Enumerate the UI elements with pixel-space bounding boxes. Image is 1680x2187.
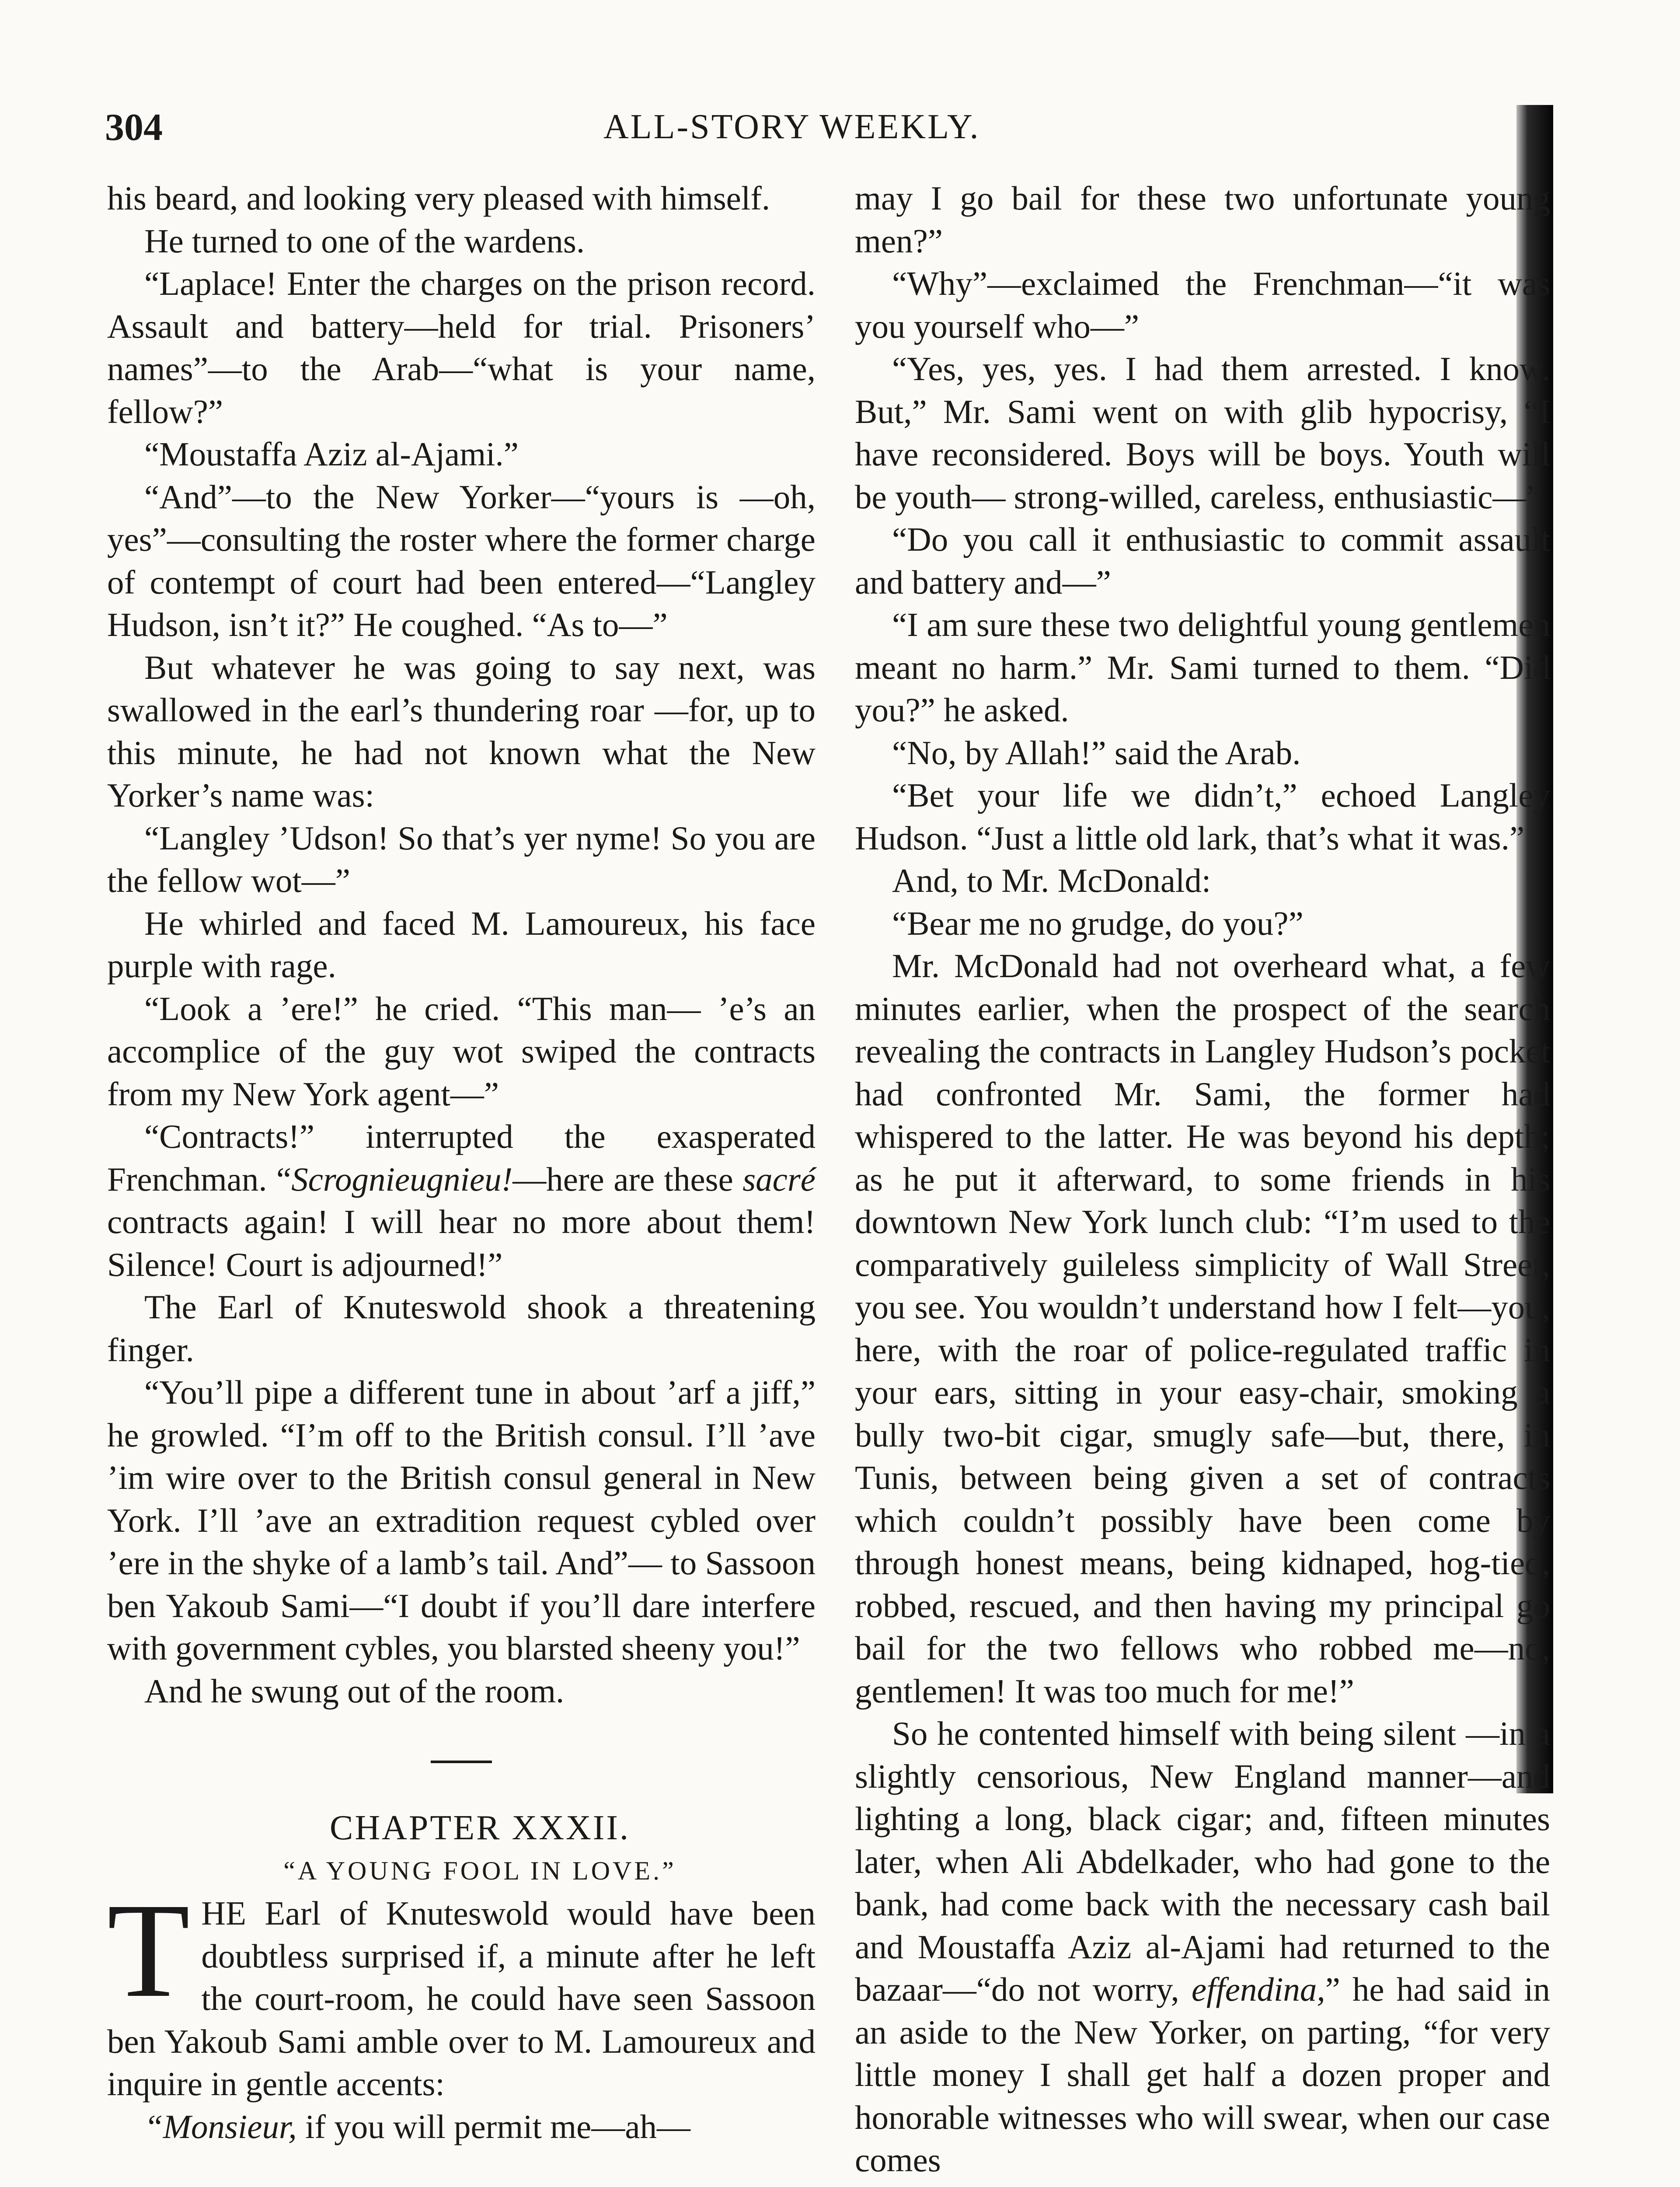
text-run: HE Earl of Knuteswold would have been doubtless surprised if, a minute after he left the court-room, he could have seen Sassoon ben Yakoub Sami amble over to M. Lamoureux and inquire in gentle accents: — [107, 1894, 816, 2103]
paragraph — [107, 1115, 816, 1286]
running-head: ALL-STORY WEEKLY. — [603, 108, 980, 146]
text-run: So he contented himself with being silent —in a slightly censorious, New England manner—and lighting a long, black cigar; and, fifteen minutes later, when Ali Abdelkader, who had gone to the bank, had come back with the necessary cash bail and Moustaffa Aziz al-Ajami had returned to the bazaar—“do not worry, — [855, 1715, 1550, 2008]
chapter-title: CHAPTER XXXII. — [329, 1809, 631, 1847]
paragraph: may I go bail for these two unfortunate young men?” — [855, 179, 1550, 260]
paragraph — [855, 1712, 1550, 2182]
paragraph: “I am sure these two delightful young gentlemen meant no harm.” Mr. Sami turned to them. “Did you?” he asked. — [855, 606, 1550, 729]
paragraph: “Bet your life we didn’t,” echoed Langley Hudson. “Just a little old lark, that’s what it was.” — [855, 776, 1550, 857]
paragraph: He whirled and faced M. Lamoureux, his face purple with rage. — [107, 904, 816, 985]
paragraph: “Bear me no grudge, do you?” — [892, 904, 1304, 942]
section-rule — [431, 1761, 492, 1763]
paragraph: “Do you call it enthusiastic to commit assault and battery and—” — [855, 521, 1550, 601]
paragraph: “Langley ’Udson! So that’s yer nyme! So you are the fellow wot—” — [107, 819, 816, 899]
italic-text: “Monsieur, — [144, 2107, 297, 2145]
paragraph: “No, by Allah!” said the Arab. — [892, 734, 1301, 772]
paragraph: And he swung out of the room. — [144, 1672, 565, 1710]
paragraph: He turned to one of the wardens. — [144, 222, 585, 260]
left-column — [107, 177, 816, 2148]
paragraph: “Look a ’ere!” he cried. “This man— ’e’s an accomplice of the guy wot swiped the contracts from my New York agent—” — [107, 989, 816, 1113]
paragraph: “Laplace! Enter the charges on the prison record. Assault and battery—held for trial. Prisoners’ names”—to the Arab—“what is your name, fellow?” — [107, 265, 816, 430]
text-run: “Contracts!” interrupted the exasperated Frenchman. “ — [107, 1118, 816, 1198]
paragraph: And, to Mr. McDonald: — [892, 862, 1211, 899]
text-run: ” he had said in an aside to the New Yorker, on parting, “for very little money I shall get half a dozen proper and honorable witnesses who will swear, when our case comes — [855, 1970, 1550, 2179]
chapter-subtitle: “A YOUNG FOOL IN LOVE.” — [283, 1856, 676, 1885]
paragraph: “You’ll pipe a different tune in about ’arf a jiff,” he growled. “I’m off to the British consul. I’ll ’ave ’im wire over to the British consul general in New York. I’ll ’ave an extradition request cybled over ’ere in the shyke of a lamb’s tail. And”— to Sassoon ben Yakoub Sami—“I doubt if you’ll dare interfere with government cybles, you blarsted sheeny you!” — [107, 1373, 816, 1667]
text-run: contracts again! I will hear no more about them! Silence! Court is adjourned!” — [107, 1203, 816, 1283]
paragraph — [107, 2106, 816, 2149]
paragraph: his beard, and looking very pleased with himself. — [107, 179, 770, 217]
paragraph: The Earl of Knuteswold shook a threatening finger. — [107, 1288, 816, 1369]
italic-text: effendina, — [1191, 1970, 1325, 2008]
italic-text: Scrognieugnieu! — [291, 1160, 513, 1198]
paragraph: “Moustaffa Aziz al-Ajami.” — [144, 435, 519, 473]
text-run: —here are these — [512, 1160, 743, 1198]
paragraph: “Yes, yes, yes. I had them arrested. I know. But,” Mr. Sami went on with glib hypocrisy, “I have reconsidered. Boys will be boys. Youth will be youth— strong-willed, careless, enthusiastic—” — [855, 350, 1550, 516]
paragraph: But whatever he was going to say next, was swallowed in the earl’s thundering roar —for, up to this minute, he had not known what the New Yorker’s name was: — [107, 648, 816, 814]
text-run: if you will permit me—ah— — [296, 2107, 691, 2145]
chapter-opening-paragraph — [107, 1876, 816, 2106]
italic-text: sacré — [742, 1160, 816, 1198]
paragraph: “Why”—exclaimed the Frenchman—“it was you yourself who—” — [855, 265, 1550, 345]
page-number: 304 — [105, 106, 163, 149]
right-column — [855, 177, 1550, 2182]
paragraph: “And”—to the New Yorker—“yours is —oh, yes”—consulting the roster where the former charge of contempt of court had been entered—“Langley Hudson, isn’t it?” He coughed. “As to—” — [107, 478, 816, 643]
drop-cap: T — [107, 1876, 190, 2026]
paragraph: Mr. McDonald had not overheard what, a few minutes earlier, when the prospect of the search revealing the contracts in Langley Hudson’s pocket had confronted Mr. Sami, the former had whispered to the latter. He was beyond his depth; as he put it afterward, to some friends in his downtown New York lunch club: “I’m used to the comparatively guileless simplicity of Wall Street, you see. You wouldn’t understand how I felt—you, here, with the roar of police-regulated traffic in your ears, sitting in your easy-chair, smoking a bully two-bit cigar, smugly safe—but, there, in Tunis, between being given a set of contracts which couldn’t possibly have been come by through honest means, being kidnaped, hog-tied, robbed, rescued, and then having my principal go bail for the two fellows who robbed me—no, gentlemen! It was too much for me!” — [855, 947, 1550, 1710]
